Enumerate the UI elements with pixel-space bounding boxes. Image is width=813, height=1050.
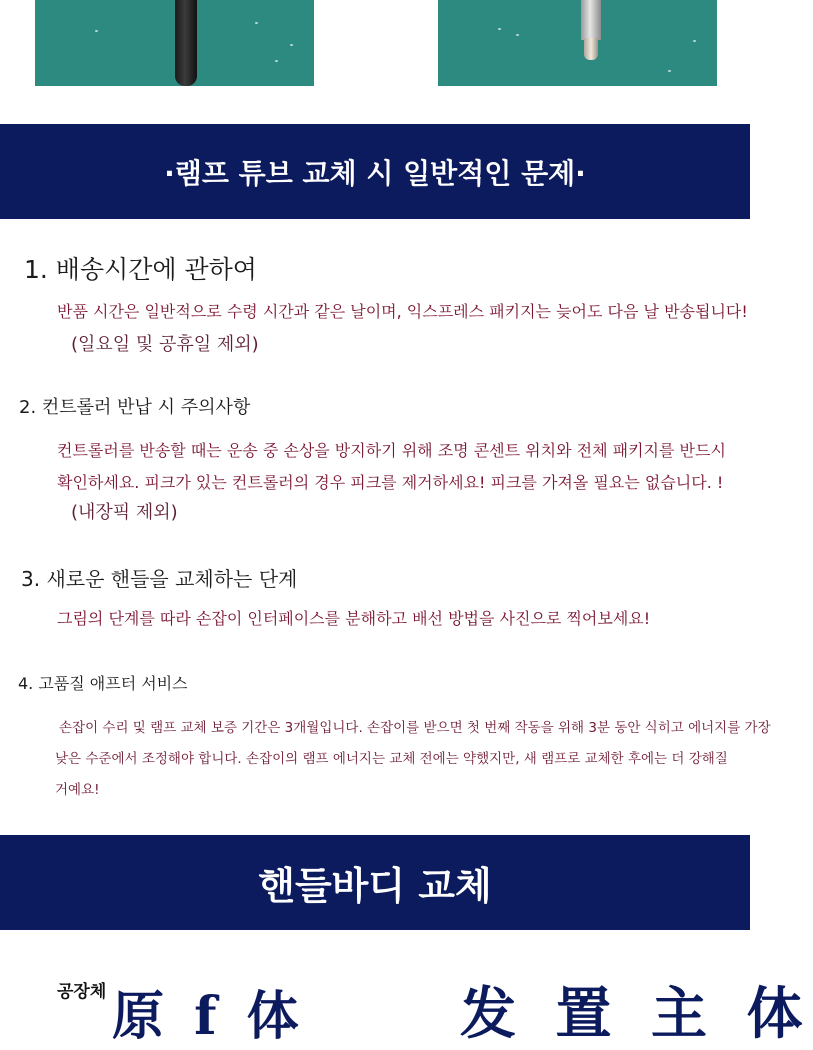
section-4-line-2: 낮은 수준에서 조정해야 합니다. 손잡이의 램프 에너지는 교체 전에는 약했지만, 새 램프로 교체한 후에는 더 강해질	[55, 751, 728, 767]
section-1-heading: 1. 배송시간에 관하여	[24, 255, 257, 284]
section-4-line-1: 손잡이 수리 및 램프 교체 보증 기간은 3개월입니다. 손잡이를 받으면 첫 번째 작동을 위해 3분 동안 식히고 에너지를 가장	[59, 720, 771, 736]
product-photo-left	[35, 0, 314, 86]
speck	[693, 40, 696, 42]
speck	[668, 70, 671, 72]
section-3-line-1: 그림의 단계를 따라 손잡이 인터페이스를 분해하고 배선 방법을 사진으로 찍어보세요!	[57, 609, 651, 628]
handpiece-image	[581, 0, 601, 40]
section-1-note: (일요일 및 공휴일 제외)	[71, 334, 259, 355]
speck	[255, 22, 258, 24]
product-photo-right	[438, 0, 717, 86]
handle-body-title: 핸들바디 교체	[258, 864, 492, 908]
section-2-heading: 2. 컨트롤러 반납 시 주의사항	[19, 397, 251, 418]
common-issues-banner	[0, 124, 750, 219]
bottom-small-label: 공장체	[57, 982, 107, 1002]
section-1-line-1: 반품 시간은 일반적으로 수령 시간과 같은 날이며, 익스프레스 패키지는 늦어도 다음 날 반송됩니다!	[57, 302, 748, 321]
section-2-note: (내장픽 제외)	[71, 502, 178, 523]
section-4-line-3: 거예요!	[55, 782, 100, 798]
handle-body-banner	[0, 835, 750, 930]
handpiece-tip-image	[584, 38, 598, 60]
speck	[275, 60, 278, 62]
section-2-line-1: 컨트롤러를 반송할 때는 운송 중 손상을 방지하기 위해 조명 콘센트 위치와 전체 패키지를 반드시	[57, 441, 726, 460]
speck	[95, 30, 98, 32]
speck	[290, 44, 293, 46]
speck	[516, 34, 519, 36]
common-issues-title: ·램프 튜브 교체 시 일반적인 문제·	[164, 156, 586, 190]
cable-image	[175, 0, 197, 86]
speck	[498, 28, 501, 30]
bottom-right-heading: 发 置 主 体	[460, 981, 813, 1047]
bottom-left-heading: 原 f 体	[112, 986, 305, 1047]
section-3-heading: 3. 새로운 핸들을 교체하는 단계	[21, 567, 298, 591]
section-2-line-2: 확인하세요. 피크가 있는 컨트롤러의 경우 피크를 제거하세요! 피크를 가져올 필요는 없습니다. !	[57, 473, 724, 492]
bottom-preview-strip	[0, 930, 813, 1047]
section-4-heading: 4. 고품질 애프터 서비스	[18, 674, 188, 693]
